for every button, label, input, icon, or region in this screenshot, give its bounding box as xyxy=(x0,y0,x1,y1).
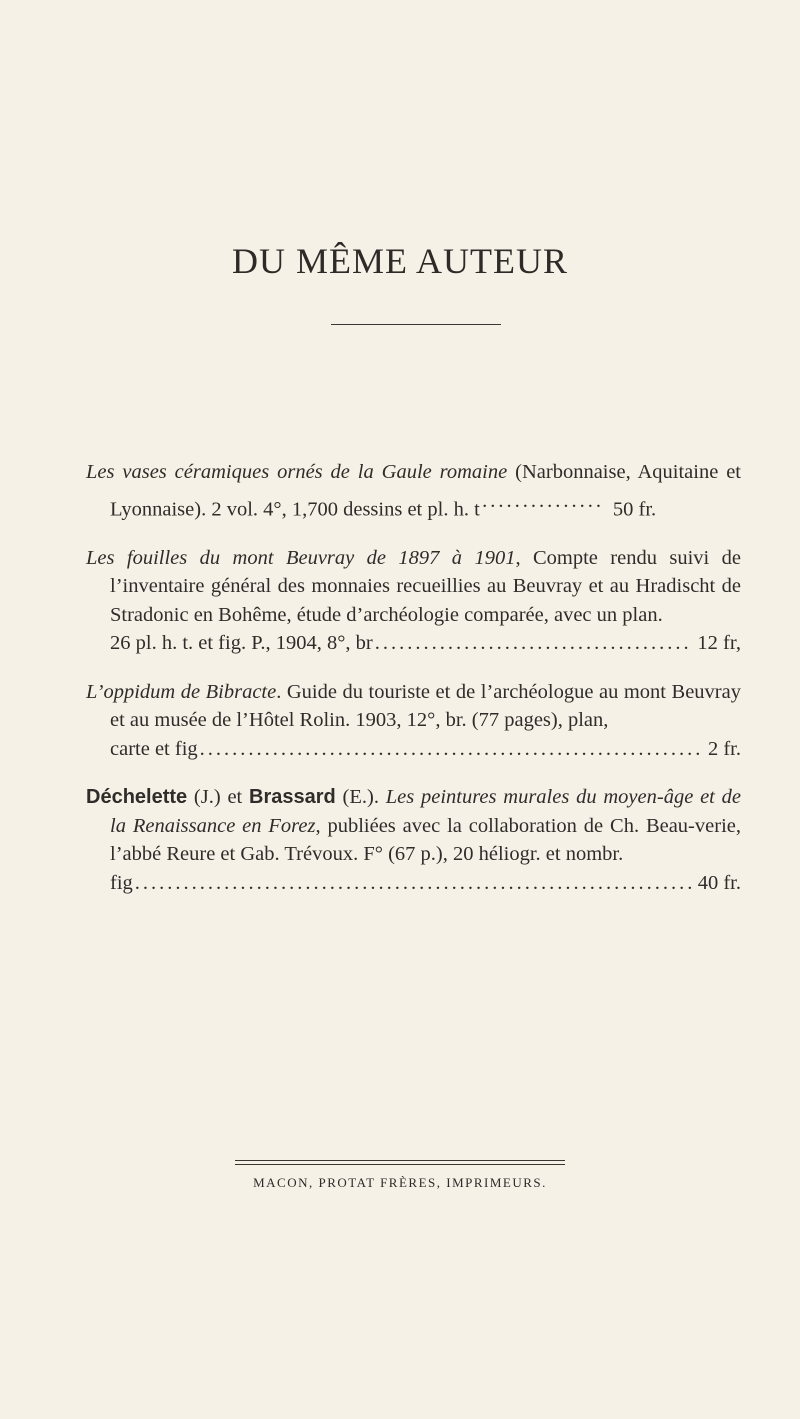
bibliography-entry xyxy=(86,783,741,897)
entry-text: , publiées avec la collaboration de Ch. Beau-verie, l’abbé Reure et Gab. Trévoux. F° (67 p.), 20 héliogr. et nombr. xyxy=(110,814,741,865)
bibliography-entry xyxy=(86,678,741,764)
printer-imprint: MACON, PROTAT FRÈRES, IMPRIMEURS. xyxy=(253,1175,547,1190)
entry-price-line xyxy=(110,629,741,658)
entry-text: fig xyxy=(110,871,133,894)
entry-author: Brassard xyxy=(249,786,336,808)
entry-author: Déchelette xyxy=(86,786,188,808)
top-divider xyxy=(331,324,501,325)
entry-title: Les peintures murales du moyen-âge et de la Renaissance en Forez xyxy=(110,786,741,837)
entry-text: (J.) et xyxy=(187,786,250,808)
leader-dots xyxy=(375,629,692,658)
entry-price: 50 fr. xyxy=(612,498,657,520)
entry-text: carte et fig xyxy=(110,737,198,760)
bibliography-entry xyxy=(86,458,741,524)
entry-text: (E.). xyxy=(335,786,386,808)
entry-price: 2 fr. xyxy=(707,737,741,760)
entry-price: 12 fr, xyxy=(697,632,741,654)
entry-price: 40 fr. xyxy=(697,871,741,894)
entry-price-line xyxy=(110,735,741,764)
entry-text: , Compte rendu suivi de l’inventaire général des monnaies recueillies au Beuvray et au Hradischt de Stradonic en Bohême, étude d’archéologie comparée, avec un plan. xyxy=(110,546,741,626)
entry-title: Les fouilles du mont Beuvray de 1897 à 1901 xyxy=(86,546,516,569)
leader-dots xyxy=(482,487,602,516)
entry-text: 26 pl. h. t. et fig. P., 1904, 8°, br xyxy=(110,632,373,654)
entry-price-line xyxy=(110,869,741,898)
bottom-divider xyxy=(235,1160,565,1161)
bibliography-entry xyxy=(86,544,741,658)
entry-title: L’oppidum de Bibracte xyxy=(86,680,277,703)
leader-dots xyxy=(135,869,692,898)
leader-dots xyxy=(200,735,702,764)
bibliography-list xyxy=(86,458,741,917)
entry-title: Les vases céramiques ornés de la Gaule romaine xyxy=(86,461,508,483)
entry-text: (Narbonnaise, Aquitaine et Lyonnaise). 2 vol. 4°, 1,700 dessins et pl. h. t xyxy=(110,461,741,520)
entry-text: . Guide du touriste et de l’archéologue au mont Beuvray et au musée de l’Hôtel Rolin. 1903, 12°, br. (77 pages), plan, xyxy=(110,680,741,731)
bottom-divider xyxy=(235,1164,565,1165)
page-heading: DU MÊME AUTEUR xyxy=(232,241,568,281)
